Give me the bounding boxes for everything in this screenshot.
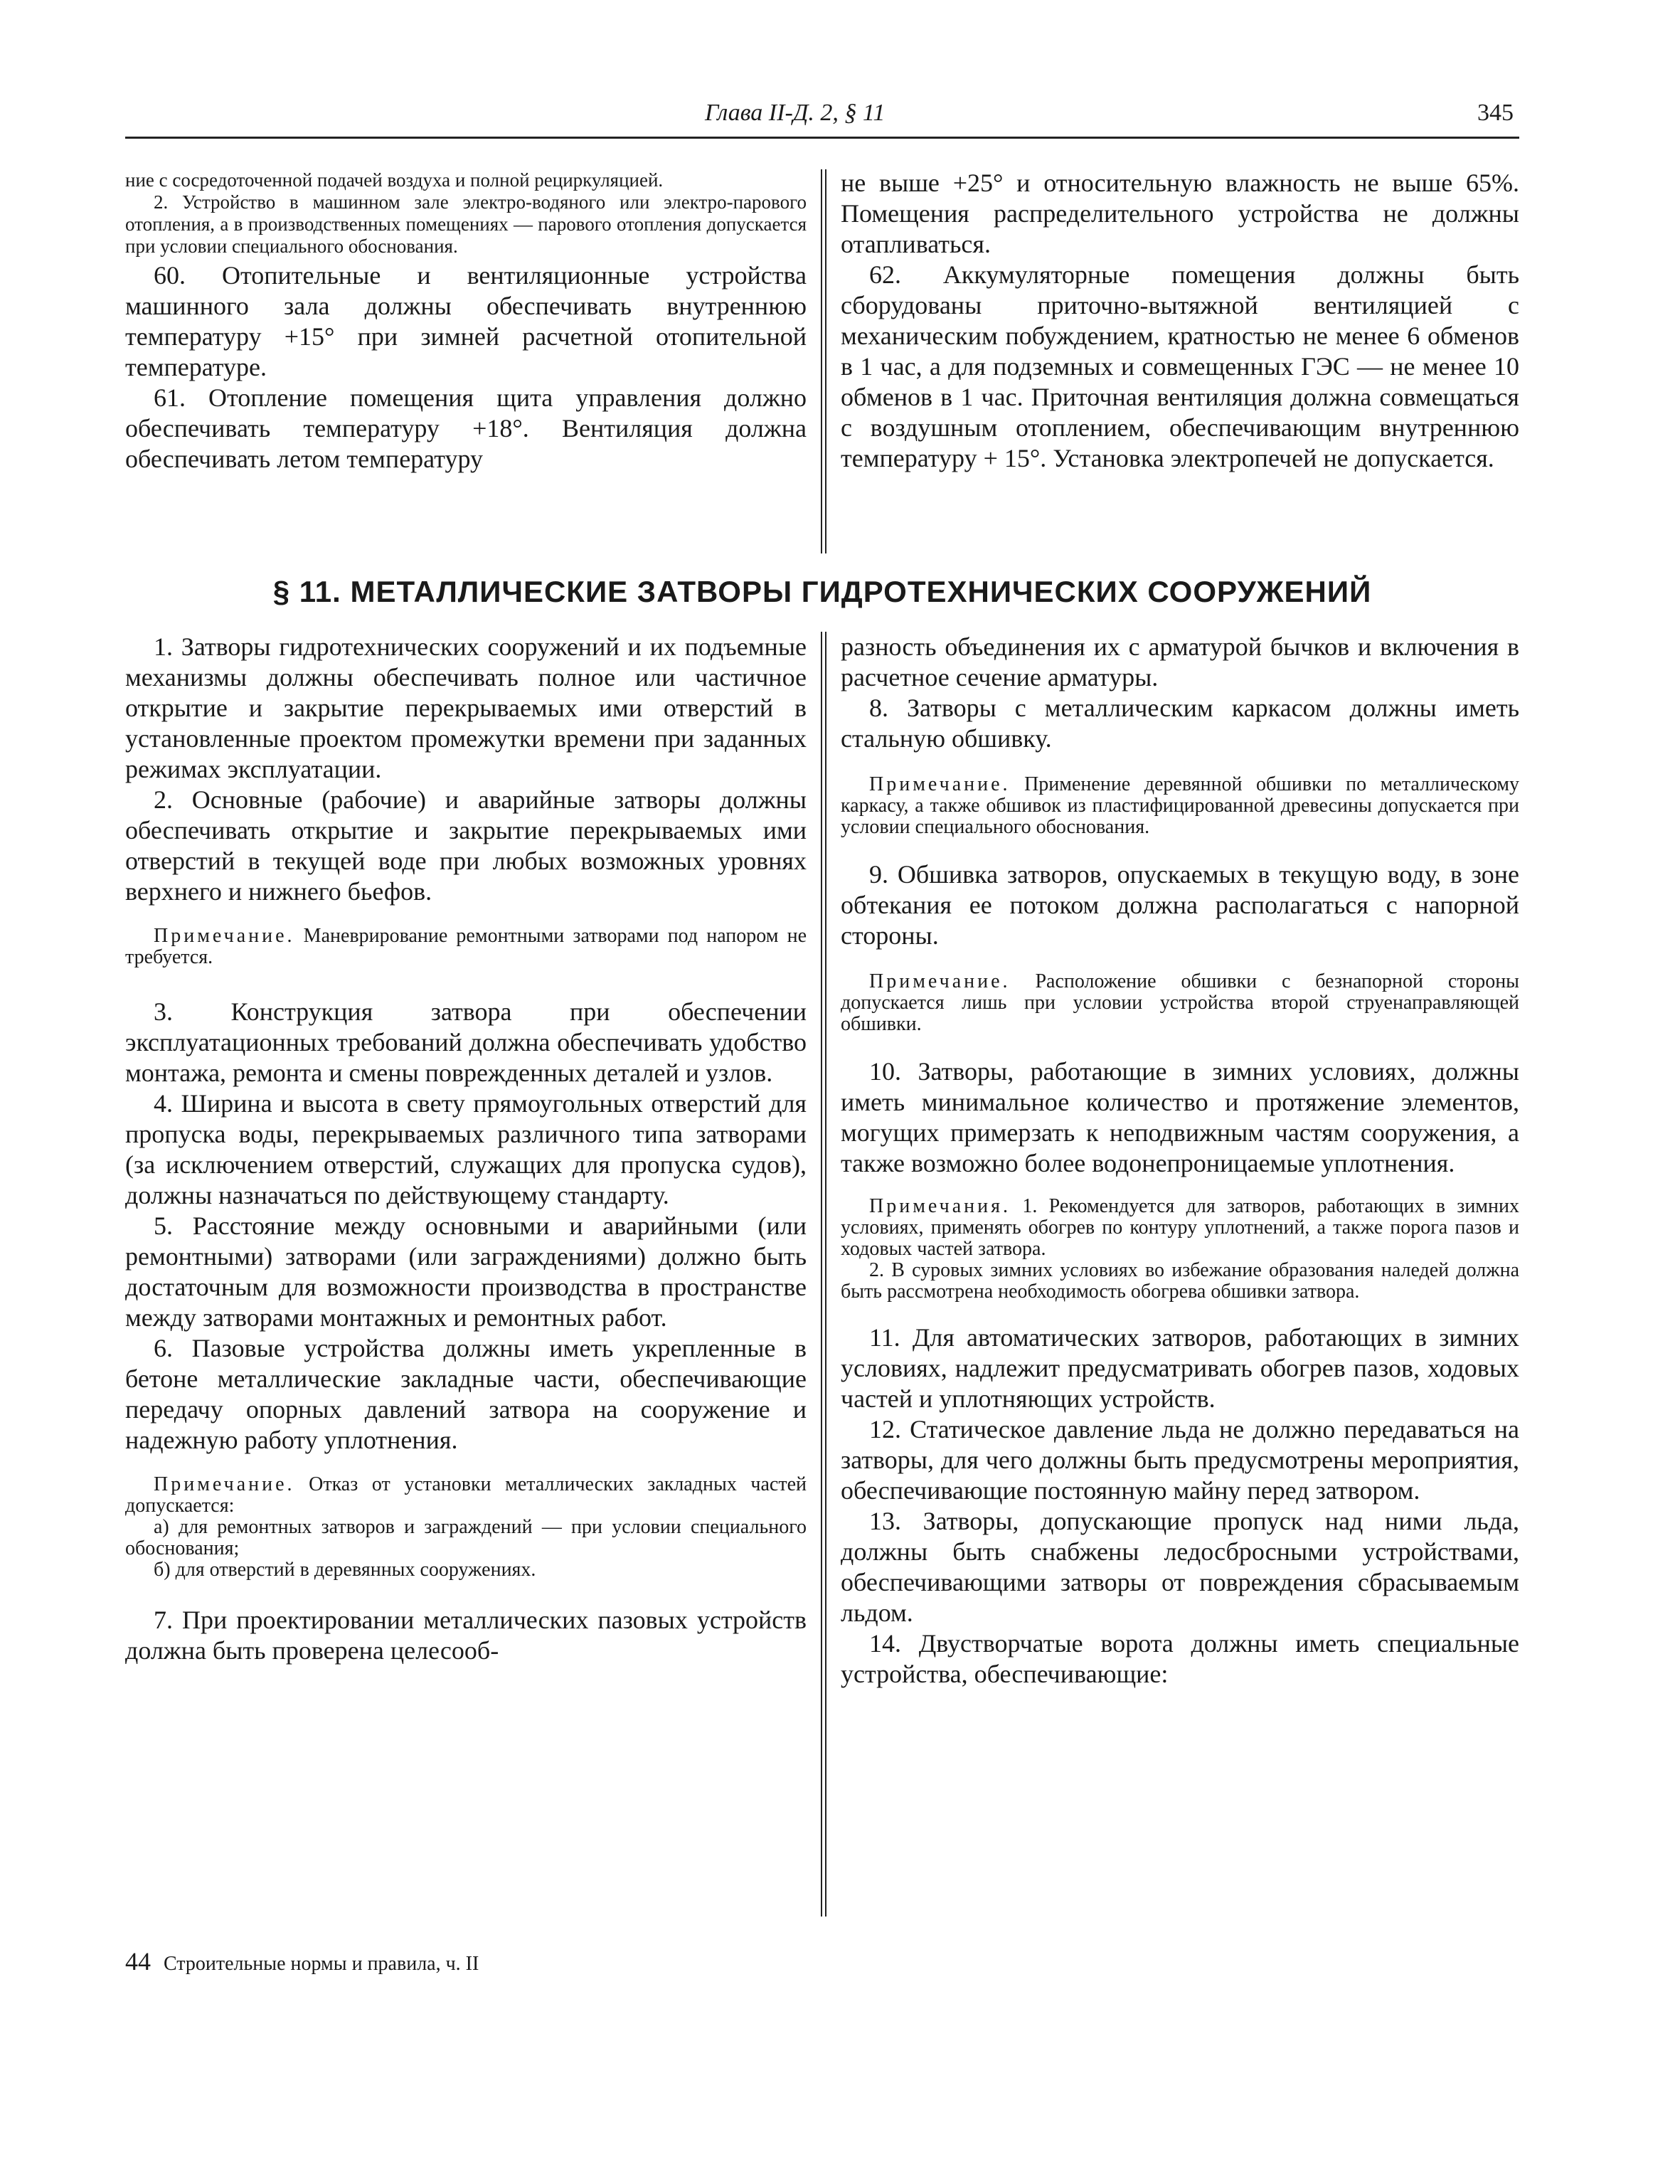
paragraph-9: 9. Обшивка затворов, опускаемых в текущую воду, в зоне обтекания ее потоком должна располагаться с напорной стороны.	[841, 860, 1519, 950]
note	[841, 971, 1519, 1035]
paragraph-62: 62. Аккумуляторные помещения должны быть сборудованы приточно-вытяжной вентиляцией с механическим побуждением, кратностью не менее 6 обменов в 1 час, а для подземных и совмещенных ГЭС — не менее 10 обменов в 1 час. Приточная вентиляция должна совмещаться с воздушным отоплением, обеспечивающим внутреннюю температуру + 15°. Установка электропечей не допускается.	[841, 260, 1519, 472]
paragraph-11: 11. Для автоматических затворов, работающих в зимних условиях, надлежит предусматривать обогрев пазов, ходовых частей и уплотняющих устройств.	[841, 1323, 1519, 1413]
note-item: б) для отверстий в деревянных сооружениях.	[154, 1559, 536, 1581]
paragraph-14: 14. Двустворчатые ворота должны иметь специальные устройства, обеспечивающие:	[841, 1629, 1519, 1688]
note	[841, 774, 1519, 838]
paragraph: 2. Устройство в машинном зале электро-водяного или электро-парового отопления, а в производственных помещениях — парового отопления допускается при условии специального обоснования.	[125, 191, 807, 257]
paragraph-3: 3. Конструкция затвора при обеспечении эксплуатационных требований должна обеспечивать удобство монтажа, ремонта и смены поврежденных деталей и узлов.	[125, 997, 807, 1087]
note-item: 2. В суровых зимних условиях во избежание образования наледей должна быть рассмотрена необходимость обогрева обшивки затвора.	[841, 1259, 1519, 1303]
paragraph-4: 4. Ширина и высота в свету прямоугольных отверстий для пропуска воды, перекрываемых различного типа затворами (за исключением отверстий, служащих для пропуска судов), должны назначаться по действующему стандарту.	[125, 1089, 807, 1209]
note-item: а) для ремонтных затворов и заграждений — при условии специального обоснования;	[125, 1516, 807, 1559]
paragraph: не выше +25° и относительную влажность не выше 65%. Помещения распределительного устройства не должны отапливаться.	[841, 169, 1519, 258]
note	[841, 1196, 1519, 1260]
paragraph-7: 7. При проектировании металлических пазовых устройств должна быть проверена целесооб-	[125, 1606, 807, 1665]
note-text: Применение деревянной обшивки по металлическому каркасу, а также обшивок из пластифицированной древесины допускается при условии специального обоснования.	[841, 773, 1519, 838]
paragraph-13: 13. Затворы, допускающие пропуск над ними льда, должны быть снабжены ледосбросными устройствами, обеспечивающими затворы от повреждения сбрасываемым льдом.	[841, 1507, 1519, 1627]
note-label: Примечание.	[154, 1473, 295, 1495]
paragraph-61: 61. Отопление помещения щита управления должно обеспечивать температуру +18°. Вентиляция должна обеспечивать летом температуру	[125, 383, 807, 473]
note-text: Расположение обшивки с безнапорной стороны допускается лишь при условии устройства второй струенаправляющей обшивки.	[841, 970, 1519, 1035]
paragraph-12: 12. Статическое давление льда не должно передаваться на затворы, для чего должны быть предусмотрены мероприятия, обеспечивающие постоянную майну перед затвором.	[841, 1415, 1519, 1505]
paragraph-1: 1. Затворы гидротехнических сооружений и их подъемные механизмы должны обеспечивать полное или частичное открытие и закрытие перекрываемых ими отверстий в установленные проектом промежутки времени при заданных режимах эксплуатации.	[125, 632, 807, 783]
paragraph-2: 2. Основные (рабочие) и аварийные затворы должны обеспечивать открытие и закрытие перекрываемых ими отверстий в текущей воде при любых возможных уровнях верхнего и нижнего бьефов.	[125, 785, 807, 906]
paragraph: ние с сосредоточенной подачей воздуха и полной рециркуляцией.	[125, 169, 664, 191]
note	[125, 1474, 807, 1517]
paragraph: разность объединения их с арматурой бычков и включения в расчетное сечение арматуры.	[841, 632, 1519, 691]
note-text: Отказ от установки металлических закладных частей допускается:	[125, 1473, 807, 1517]
column-divider	[821, 169, 826, 553]
top-left-column	[125, 169, 807, 475]
note-label: Примечание.	[154, 925, 295, 947]
paragraph-6: 6. Пазовые устройства должны иметь укрепленные в бетоне металлические закладные части, обеспечивающие передачу опорных давлений затвора на сооружение и надежную работу уплотнения.	[125, 1334, 807, 1454]
main-right-column	[841, 632, 1519, 1690]
section-title: § 11. МЕТАЛЛИЧЕСКИЕ ЗАТВОРЫ ГИДРОТЕХНИЧЕСКИХ СООРУЖЕНИЙ	[272, 575, 1372, 608]
running-header	[125, 100, 1519, 139]
note	[125, 926, 807, 968]
signature-number: 44	[125, 1947, 151, 1976]
paragraph-10: 10. Затворы, работающие в зимних условиях, должны иметь минимальное количество и протяжение элементов, могущих примерзать к неподвижным частям сооружения, а также возможно более водонепроницаемые уплотнения.	[841, 1057, 1519, 1177]
footer-text: Строительные нормы и правила, ч. II	[164, 1953, 479, 1975]
note-text: Маневрирование ремонтными затворами под напором не требуется.	[125, 925, 807, 968]
main-left-column	[125, 632, 807, 1666]
note-label: Примечания.	[869, 1195, 1011, 1217]
chapter-reference: Глава II-Д. 2, § 11	[705, 100, 886, 126]
paragraph-8: 8. Затворы с металлическим каркасом должны иметь стальную обшивку.	[841, 694, 1519, 753]
note-label: Примечание.	[869, 970, 1011, 992]
page-footer	[125, 1946, 479, 1976]
top-right-column	[841, 168, 1519, 474]
page-number: 345	[1477, 100, 1514, 126]
paragraph-5: 5. Расстояние между основными и аварийными (или ремонтными) затворами (или заграждениями) должно быть достаточным для возможности производства в пространстве между затворами монтажных и ремонтных работ.	[125, 1212, 807, 1332]
note-text: 1. Рекомендуется для затворов, работающих в зимних условиях, применять обогрев по контуру уплотнений, а также порога пазов и ходовых частей затвора.	[841, 1195, 1519, 1260]
column-divider	[821, 632, 826, 1917]
note-label: Примечание.	[869, 773, 1011, 795]
paragraph-60: 60. Отопительные и вентиляционные устройства машинного зала должны обеспечивать внутреннюю температуру +15° при зимней расчетной отопительной температуре.	[125, 261, 807, 381]
